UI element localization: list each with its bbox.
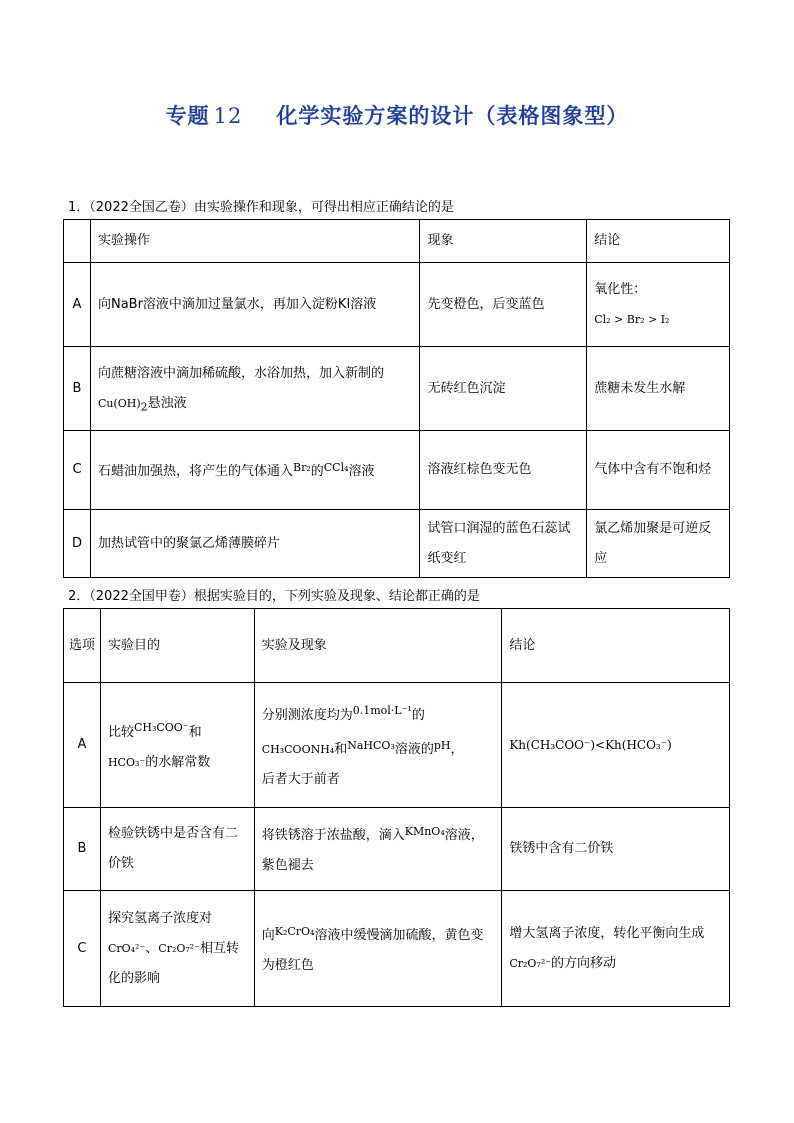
aim-text: 比较 — [107, 724, 134, 740]
experiment-text: 溶液中缓慢滴加硫酸，黄色变为橙红色 — [261, 927, 484, 973]
header-cell: 实验操作 — [90, 220, 419, 263]
operation-cell — [90, 431, 419, 510]
experiment-cell — [254, 808, 502, 891]
operation-text: 石蜡油加强热，将产生的气体通入 — [97, 464, 293, 479]
conclusion-text: 增大氢离子浓度，转化平衡向生成 — [509, 925, 705, 941]
aim-line — [108, 713, 247, 748]
chem-formula: CrO₄²⁻ — [107, 941, 146, 955]
chem-formula: Cu(OH) — [97, 396, 141, 410]
question-2-table — [63, 608, 730, 1007]
option-label: C — [64, 891, 101, 1007]
experiment-text: 分别测浓度均为 — [261, 707, 353, 723]
chem-formula: HCO₃⁻ — [107, 755, 146, 769]
conclusion-cell — [587, 263, 730, 347]
conclusion-cell: Kh(CH₃COO⁻)<Kh(HCO₃⁻) — [502, 683, 730, 808]
chem-formula: pH — [433, 738, 451, 752]
aim-text: 相互转化的影响 — [107, 940, 240, 986]
observation-cell: 试管口润湿的蓝色石蕊试纸变红 — [420, 510, 587, 578]
chem-formula: NaHCO₃ — [347, 738, 395, 752]
aim-text: 、 — [145, 940, 159, 956]
experiment-text: 的 — [411, 707, 425, 723]
conclusion-cell: 气体中含有不饱和烃 — [587, 431, 730, 510]
header-cell: 实验及现象 — [254, 609, 502, 683]
experiment-text: 向 — [261, 927, 275, 943]
operation-text: 悬浊液 — [147, 395, 187, 411]
chem-formula: CH₃COO⁻ — [133, 720, 189, 734]
experiment-text: 溶液的 — [394, 741, 434, 757]
table-row — [64, 808, 730, 891]
aim-line — [108, 748, 247, 778]
experiment-text: 将铁锈溶于浓盐酸，滴入 — [261, 828, 405, 843]
observation-cell: 无砖红色沉淀 — [420, 347, 587, 431]
page-title — [0, 100, 794, 130]
table-row — [64, 891, 730, 1007]
table-header-row — [64, 609, 730, 683]
observation-cell: 先变橙色，后变蓝色 — [420, 263, 587, 347]
experiment-cell — [254, 683, 502, 808]
chem-formula: Cr₂O₇²⁻ — [509, 956, 552, 970]
conclusion-formula: Cl₂ > Br₂ > I₂ — [594, 312, 670, 326]
chem-formula: CH₃COONH₄ — [261, 742, 335, 756]
option-label: C — [64, 431, 91, 510]
option-label: A — [64, 263, 91, 347]
conclusion-text: 的方向移动 — [551, 955, 617, 971]
table-row — [64, 263, 730, 347]
table-row — [64, 431, 730, 510]
conclusion-line: 氧化性： — [594, 281, 647, 297]
header-cell: 结论 — [502, 609, 730, 683]
option-label: D — [64, 510, 91, 578]
operation-text: 的 — [310, 464, 324, 479]
aim-cell: 检验铁锈中是否含有二价铁 — [100, 808, 254, 891]
experiment-line — [262, 696, 495, 731]
conclusion-cell: 铁锈中含有二价铁 — [502, 808, 730, 891]
option-label: B — [64, 808, 101, 891]
conclusion-cell: 氯乙烯加聚是可逆反应 — [587, 510, 730, 578]
aim-cell — [100, 891, 254, 1007]
table-row — [64, 347, 730, 431]
chem-formula: KMnO₄ — [404, 825, 445, 838]
experiment-cell — [254, 891, 502, 1007]
conclusion-cell — [502, 891, 730, 1007]
experiment-line — [262, 731, 495, 765]
question-1-table — [63, 219, 730, 578]
option-label: A — [64, 683, 101, 808]
table-row — [64, 510, 730, 578]
header-cell — [64, 220, 91, 263]
operation-cell: 向NaBr溶液中滴加过量氯水，再加入淀粉KI溶液 — [90, 263, 419, 347]
title-text: 化学实验方案的设计（表格图象型） — [276, 104, 629, 128]
experiment-text: 溶液，紫色褪去 — [261, 828, 484, 873]
header-cell: 结论 — [587, 220, 730, 263]
question-2-stem: 2．（2022全国甲卷）根据实验目的，下列实验及现象、结论都正确的是 — [68, 589, 480, 604]
aim-text: 的水解常数 — [145, 754, 211, 770]
title-number: 12 — [213, 104, 243, 128]
chem-formula: K₂CrO₄ — [274, 924, 315, 938]
operation-text: 溶液 — [348, 464, 375, 479]
experiment-text: ， — [450, 741, 464, 757]
experiment-line: 后者大于前者 — [261, 771, 340, 787]
chem-formula: Cr₂O₇²⁻ — [158, 941, 201, 955]
chem-formula: Br₂ — [292, 461, 311, 474]
option-label: B — [64, 347, 91, 431]
operation-line — [98, 389, 412, 419]
title-prefix: 专题 — [165, 104, 210, 128]
header-cell: 现象 — [420, 220, 587, 263]
aim-text: 探究氢离子浓度对 — [107, 910, 212, 926]
table-header-row — [64, 220, 730, 263]
chem-subscript: 2 — [140, 400, 148, 414]
operation-cell: 加热试管中的聚氯乙烯薄膜碎片 — [90, 510, 419, 578]
operation-cell — [90, 347, 419, 431]
aim-cell — [100, 683, 254, 808]
header-cell: 选项 — [64, 609, 101, 683]
header-cell: 实验目的 — [100, 609, 254, 683]
observation-cell: 溶液红棕色变无色 — [420, 431, 587, 510]
chem-formula: 0.1mol·L⁻¹ — [352, 703, 412, 717]
question-1-stem: 1．（2022全国乙卷）由实验操作和现象，可得出相应正确结论的是 — [68, 200, 454, 215]
experiment-text: 和 — [334, 741, 348, 757]
table-row — [64, 683, 730, 808]
conclusion-cell: 蔗糖未发生水解 — [587, 347, 730, 431]
operation-line: 向蔗糖溶液中滴加稀硫酸，水浴加热，加入新制的 — [97, 365, 384, 381]
aim-text: 和 — [188, 724, 202, 740]
chem-formula: CCl₄ — [323, 461, 349, 474]
